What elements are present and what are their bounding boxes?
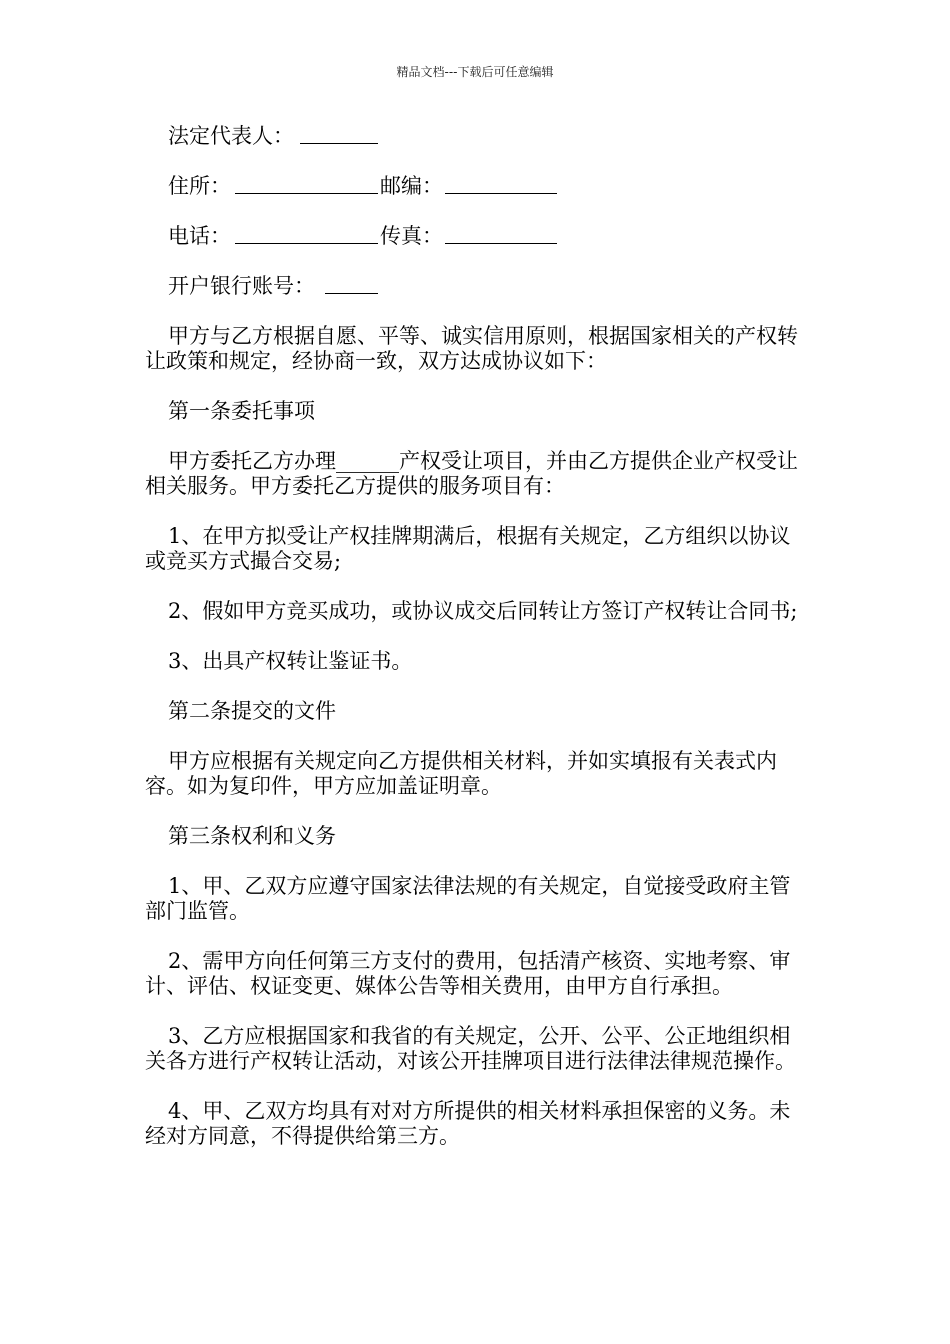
postcode-blank [445, 174, 557, 199]
bank-account-label: 开户银行账号： [168, 274, 315, 298]
fax-label: 传真： [380, 224, 443, 248]
bank-account-blank [325, 274, 378, 299]
article-1-item-3: 3、出具产权转让鉴证书。 [168, 649, 413, 673]
legal-representative-blank [300, 124, 378, 149]
phone-fax-field [145, 224, 810, 249]
document-body [145, 124, 810, 1149]
intro-paragraph: 甲方与乙方根据自愿、平等、诚实信用原则，根据国家相关的产权转让政策和规定，经协商一致，双方达成协议如下： [145, 324, 798, 373]
article-3-item-4: 4、甲、乙双方均具有对对方所提供的相关材料承担保密的义务。未经对方同意，不得提供给第三方。 [145, 1099, 791, 1148]
address-blank [235, 174, 378, 199]
bank-account-field [145, 274, 810, 299]
article-1-item-1: 1、在甲方拟受让产权挂牌期满后，根据有关规定，乙方组织以协议或竞买方式撮合交易; [145, 524, 791, 573]
page-header: 精品文档---下载后可任意编辑 [396, 65, 554, 79]
article-1-body: 甲方委托乙方办理______产权受让项目，并由乙方提供企业产权受让相关服务。甲方委托乙方提供的服务项目有： [145, 449, 798, 498]
article-2-title: 第二条提交的文件 [168, 699, 336, 723]
article-3-title: 第三条权利和义务 [168, 824, 336, 848]
legal-representative-label: 法定代表人： [168, 124, 294, 148]
article-3-item-3: 3、乙方应根据国家和我省的有关规定，公开、公平、公正地组织相关各方进行产权转让活动，对该公开挂牌项目进行法律法律规范操作。 [145, 1024, 796, 1073]
phone-blank [235, 224, 378, 249]
phone-label: 电话： [168, 224, 231, 248]
legal-representative-field [145, 124, 810, 149]
article-1-item-2: 2、假如甲方竞买成功，或协议成交后同转让方签订产权转让合同书; [168, 599, 798, 623]
article-2-body: 甲方应根据有关规定向乙方提供相关材料，并如实填报有关表式内容。如为复印件，甲方应加盖证明章。 [145, 749, 777, 798]
fax-blank [445, 224, 557, 249]
address-label: 住所： [168, 174, 231, 198]
address-postcode-field [145, 174, 810, 199]
postcode-label: 邮编： [380, 174, 443, 198]
article-1-title: 第一条委托事项 [168, 399, 315, 423]
article-3-item-2: 2、需甲方向任何第三方支付的费用，包括清产核资、实地考察、审计、评估、权证变更、媒体公告等相关费用，由甲方自行承担。 [145, 949, 791, 998]
article-3-item-1: 1、甲、乙双方应遵守国家法律法规的有关规定，自觉接受政府主管部门监管。 [145, 874, 791, 923]
